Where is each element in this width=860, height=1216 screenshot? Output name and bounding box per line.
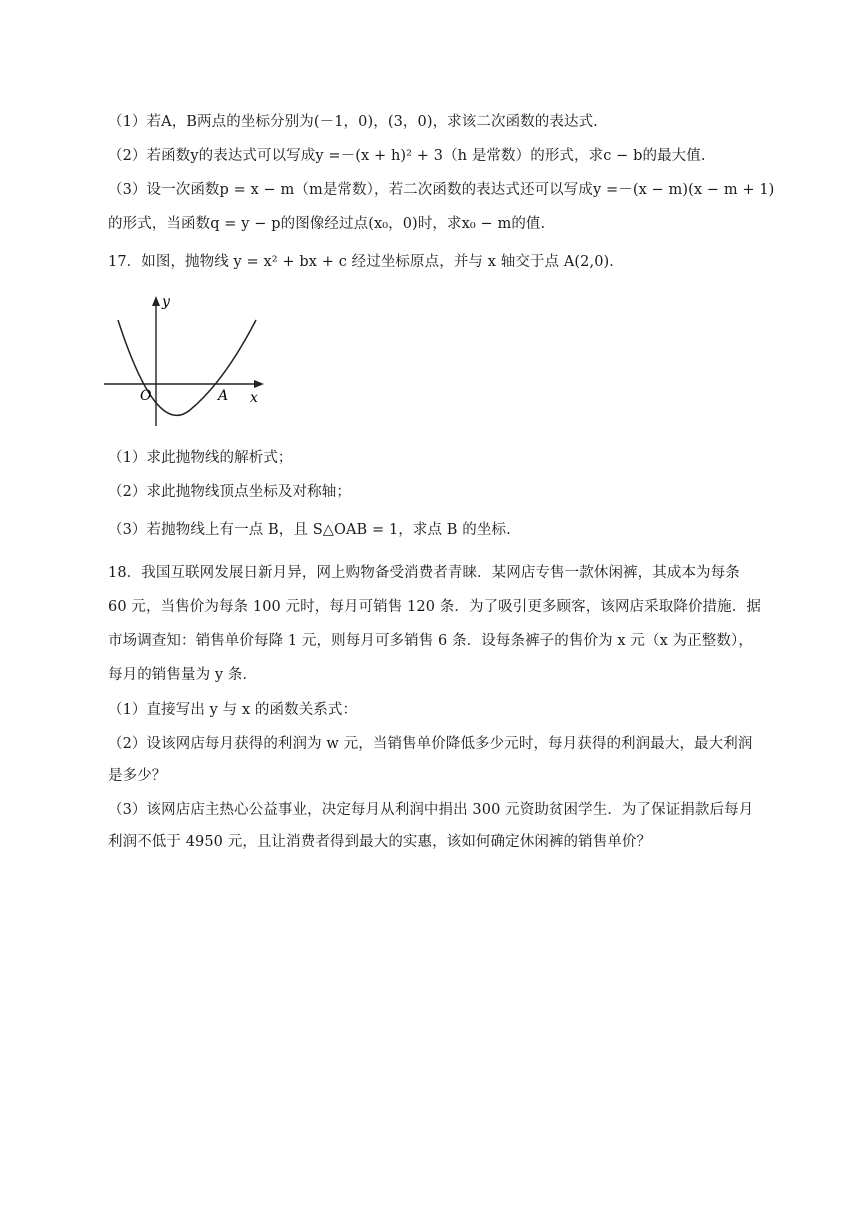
q18-stem-line2: 60 元，当售价为每条 100 元时，每月可销售 120 条．为了吸引更多顾客，该网店采取降价措施．据 (108, 599, 761, 615)
parabola-curve (118, 320, 256, 415)
q18-part2-cont: 是多少？ (108, 768, 167, 784)
q16-part3: （3）设一次函数p = x − m（m是常数），若二次函数的表达式还可以写成y =－(x − m)(x − m + 1) (108, 182, 775, 198)
q18-part3: （3）该网店店主热心公益事业，决定每月从利润中捐出 300 元资助贫困学生．为了保证捐款后每月 (108, 802, 754, 818)
q17-part3: （3）若抛物线上有一点 B，且 S△OAB = 1，求点 B 的坐标. (108, 522, 511, 538)
q18-part2: （2）设该网店每月获得的利润为 w 元，当销售单价降低多少元时，每月获得的利润最大，最大利润 (108, 736, 753, 752)
q17-stem: 17．如图，抛物线 y = x² + bx + c 经过坐标原点，并与 x 轴交于点 A(2,0)． (108, 254, 624, 270)
q16-part2: （2）若函数y的表达式可以写成y =－(x + h)² + 3（h 是常数）的形式，求c − b的最大值. (108, 148, 706, 164)
q18-part3-cont: 利润不低于 4950 元，且让消费者得到最大的实惠，该如何确定休闲裤的销售单价？ (108, 834, 652, 850)
q18-stem-line4: 每月的销售量为 y 条． (108, 667, 258, 683)
y-axis-label: y (162, 294, 170, 310)
q17-part1: （1）求此抛物线的解析式； (108, 450, 293, 466)
x-axis-arrow (254, 380, 264, 388)
q18-stem-line3: 市场调查知：销售单价每降 1 元，则每月可多销售 6 条．设每条裤子的售价为 x 元（x 为正整数）， (108, 633, 753, 649)
point-a-label: A (218, 388, 229, 404)
q17-part2: （2）求此抛物线顶点坐标及对称轴； (108, 484, 351, 500)
parabola-graph (100, 292, 275, 432)
x-axis-label: x (250, 390, 258, 406)
q16-part1: （1）若A，B两点的坐标分别为(－1，0)，(3，0)，求该二次函数的表达式. (108, 114, 598, 130)
q18-part1: （1）直接写出 y 与 x 的函数关系式： (108, 702, 358, 718)
q18-stem-line1: 18．我国互联网发展日新月异，网上购物备受消费者青睐．某网店专售一款休闲裤，其成本为每条 (108, 565, 740, 581)
origin-label: O (140, 388, 152, 404)
y-axis-arrow (152, 296, 160, 306)
q16-part3-cont: 的形式，当函数q = y − p的图像经过点(x₀，0)时，求x₀ − m的值. (108, 216, 546, 232)
